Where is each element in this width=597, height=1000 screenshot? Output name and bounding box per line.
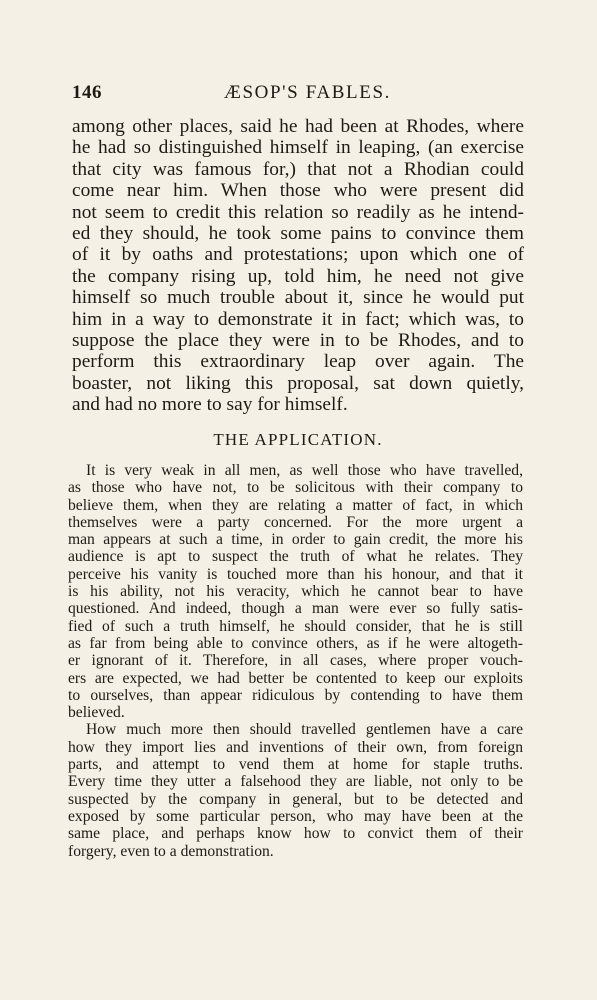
- application-line: how they import lies and inventions of their own, from foreign: [68, 738, 523, 756]
- application-line: audience is apt to suspect the truth of what he relates. They: [68, 548, 523, 566]
- application-line: parts, and attempt to vend them at home for staple truths.: [68, 756, 523, 774]
- fable-line: ed they should, he took some pains to convince them: [72, 222, 524, 244]
- application-text: [68, 462, 523, 860]
- application-line: to ourselves, than appear ridiculous by contending to have them: [68, 686, 523, 704]
- application-line: suspected by the company in general, but to be detected and: [68, 790, 523, 808]
- fable-line: suppose the place they were in to be Rhodes, and to: [72, 329, 524, 351]
- fable-line: not seem to credit this relation so readily as he intend-: [72, 201, 524, 223]
- application-line: fied of such a truth himself, he should consider, that he is still: [68, 617, 523, 635]
- application-line: believed.: [68, 704, 125, 722]
- application-line: er ignorant of it. Therefore, in all cases, where proper vouch-: [68, 652, 523, 670]
- fable-line: and had no more to say for himself.: [72, 394, 348, 416]
- application-line: themselves were a party concerned. For the more urgent a: [68, 513, 523, 531]
- application-line: forgery, even to a demonstration.: [68, 842, 274, 860]
- application-line: man appears at such a time, in order to gain credit, the more his: [68, 531, 523, 549]
- fable-line: him in a way to demonstrate it in fact; which was, to: [72, 308, 524, 330]
- fable-line: among other places, said he had been at Rhodes, where: [72, 116, 524, 137]
- application-line: believe them, when they are relating a matter of fact, in which: [68, 496, 523, 514]
- application-line: questioned. And indeed, though a man were ever so fully satis-: [68, 600, 523, 618]
- fable-line: of it by oaths and protestations; upon which one of: [72, 244, 524, 266]
- fable-line: he had so distinguished himself in leaping, (an exercise: [72, 137, 524, 159]
- fable-line: boaster, not liking this proposal, sat down quietly,: [72, 372, 524, 394]
- application-line: is his ability, not his veracity, which he cannot bear to have: [68, 583, 523, 601]
- application-heading: THE APPLICATION.: [213, 430, 383, 449]
- fable-line: perform this extraordinary leap over again. The: [72, 351, 524, 373]
- fable-line: the company rising up, told him, he need not give: [72, 265, 524, 287]
- application-line: Every time they utter a falsehood they are liable, not only to be: [68, 773, 523, 791]
- page-number: 146: [72, 82, 102, 103]
- application-line: as those who have not, to be solicitous with their company to: [68, 479, 523, 497]
- application-line: exposed by some particular person, who may have been at the: [68, 807, 523, 825]
- application-line: perceive his vanity is touched more than his honour, and that it: [68, 565, 523, 583]
- running-title: ÆSOP'S FABLES.: [224, 82, 391, 103]
- running-head: [72, 82, 524, 110]
- fable-line: that city was famous for,) that not a Rhodian could: [72, 158, 524, 180]
- application-line: ers are expected, we had better be contented to keep our exploits: [68, 669, 523, 687]
- fable-line: himself so much trouble about it, since he would put: [72, 287, 524, 309]
- application-line: It is very weak in all men, as well those who have travelled,: [86, 462, 523, 479]
- fable-line: come near him. When those who were present did: [72, 180, 524, 202]
- application-line: same place, and perhaps know how to convict them of their: [68, 825, 523, 843]
- fable-text: [72, 116, 524, 415]
- application-line: as far from being able to convince others, as if he were altogeth-: [68, 634, 523, 652]
- application-line: How much more then should travelled gentlemen have a care: [86, 721, 523, 739]
